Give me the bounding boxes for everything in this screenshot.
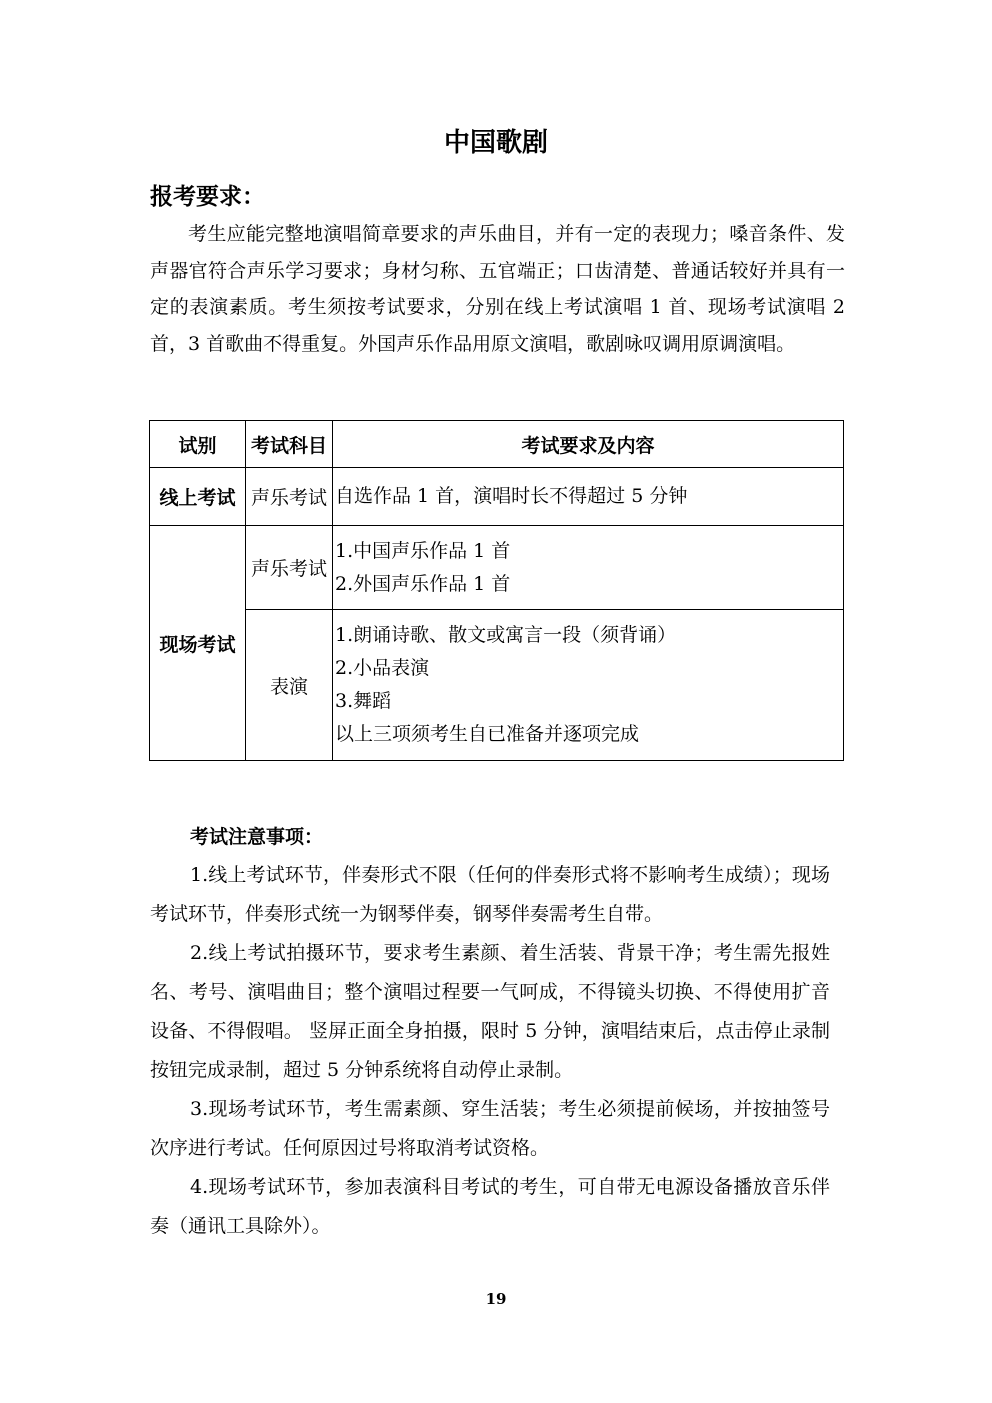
cell-online-category: 线上考试 (150, 468, 246, 526)
table-header-row (150, 421, 844, 468)
cell-onsite-performance-content (333, 610, 844, 761)
online-content-line: 自选作品 1 首，演唱时长不得超过 5 分钟 (335, 485, 688, 507)
note-item-4: 4.现场考试环节，参加表演科目考试的考生，可自带无电源设备播放音乐伴奏（通讯工具除外）。 (150, 1176, 830, 1237)
cell-onsite-vocal-subject: 声乐考试 (246, 526, 333, 610)
page-number: 19 (485, 1290, 507, 1308)
cell-onsite-performance-subject: 表演 (246, 610, 333, 761)
header-exam-subject: 考试科目 (246, 421, 333, 468)
cell-onsite-vocal-content (333, 526, 844, 610)
header-exam-type: 试别 (150, 421, 246, 468)
notes-heading: 考试注意事项： (190, 826, 324, 848)
page-title: 中国歌剧 (443, 128, 548, 158)
note-item-3: 3.现场考试环节，考生需素颜、穿生活装；考生必须提前候场，并按抽签号次序进行考试。任何原因过号将取消考试资格。 (150, 1098, 830, 1159)
note-item-2: 2.线上考试拍摄环节，要求考生素颜、着生活装、背景干净；考生需先报姓名、考号、演唱曲目；整个演唱过程要一气呵成，不得镜头切换、不得使用扩音设备、不得假唱。 竖屏正面全身拍摄，限时 5 分钟，演唱结束后，点击停止录制按钮完成录制，超过 5 分钟系统将自动停止录制。 (150, 942, 830, 1081)
notes-list (150, 856, 830, 1246)
cell-online-subject: 声乐考试 (246, 468, 333, 526)
vocal-line-2: 2.外国声乐作品 1 首 (335, 572, 511, 595)
table-row-onsite-vocal (150, 526, 844, 610)
requirements-heading: 报考要求： (150, 183, 265, 210)
table-row-online (150, 468, 844, 526)
cell-online-content (333, 468, 844, 526)
requirements-paragraph: 考生应能完整地演唱简章要求的声乐曲目，并有一定的表现力；嗓音条件、发声器官符合声乐学习要求；身材匀称、五官端正；口齿清楚、普通话较好并具有一定的表演素质。考生须按考试要求，分别在线上考试演唱 1 首、现场考试演唱 2 首，3 首歌曲不得重复。外国声乐作品用原文演唱，歌剧咏叹调用原调演唱。 (150, 223, 845, 355)
vocal-line-1: 1.中国声乐作品 1 首 (335, 539, 511, 562)
performance-line-1: 1.朗诵诗歌、散文或寓言一段（须背诵） (335, 624, 677, 646)
cell-onsite-category: 现场考试 (150, 526, 246, 761)
performance-line-2: 2.小品表演 (335, 657, 430, 679)
performance-line-4: 以上三项须考生自已准备并逐项完成 (335, 723, 640, 745)
table-row-onsite-performance (150, 610, 844, 761)
exam-table (149, 420, 844, 761)
note-item-1: 1.线上考试环节，伴奏形式不限（任何的伴奏形式将不影响考生成绩）；现场考试环节，伴奏形式统一为钢琴伴奏，钢琴伴奏需考生自带。 (150, 864, 830, 925)
header-exam-content: 考试要求及内容 (333, 421, 844, 468)
performance-line-3: 3.舞蹈 (335, 690, 392, 712)
